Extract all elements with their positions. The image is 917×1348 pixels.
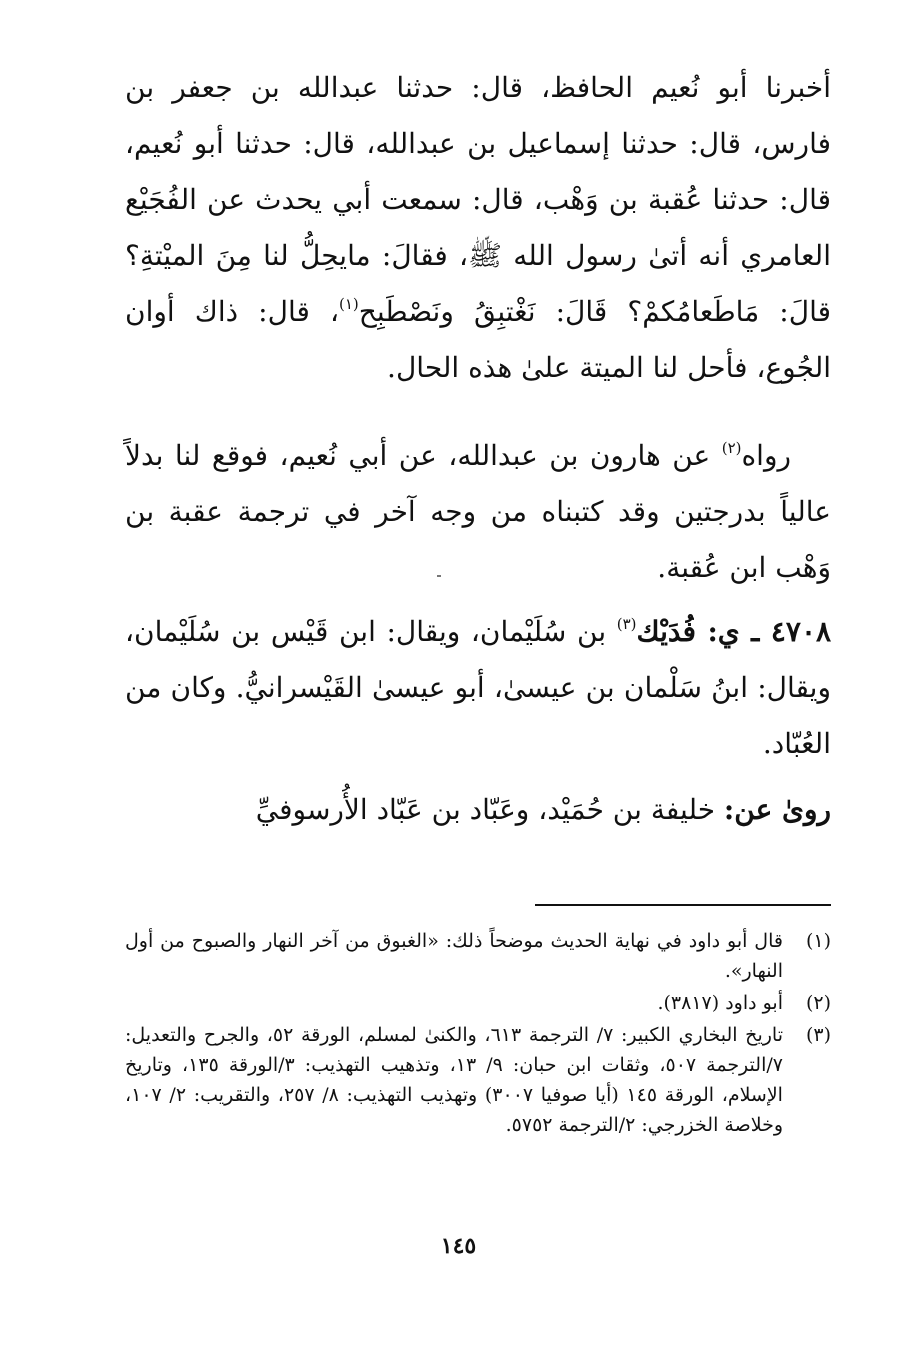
paragraph-rawah-start: رواه <box>741 439 791 472</box>
print-speck <box>437 575 441 577</box>
paragraph-hadith-end: ، قال: ذاك أوان الجُوع، فأحل لنا الميتة علىٰ هذه الحال. <box>125 295 831 384</box>
footnote-1 <box>125 926 831 986</box>
footnote-text: أبو داود (٣٨١٧). <box>657 992 783 1014</box>
paragraph-hadith <box>125 60 831 396</box>
paragraph-rawah <box>125 428 831 596</box>
footnotes <box>125 926 831 1142</box>
footnote-ref-1: (١) <box>339 295 359 313</box>
rawa-paragraph <box>125 782 831 838</box>
footnote-ref-2: (٢) <box>721 439 742 457</box>
page-number: ١٤٥ <box>440 1233 477 1259</box>
entry-paragraph <box>125 604 831 772</box>
footnote-separator <box>535 904 831 906</box>
footnote-text: قال أبو داود في نهاية الحديث موضحاً ذلك: «الغبوق من آخر النهار والصبوح من أول النهار». <box>125 930 783 982</box>
footnote-number: (٢) <box>805 992 831 1014</box>
footnote-number: (١) <box>805 930 831 952</box>
rawa-label: روىٰ عن: <box>723 793 831 826</box>
entry-number: ٤٧٠٨ ـ ي: <box>696 615 832 648</box>
paragraph-hadith-text: أخبرنا أبو نُعيم الحافظ، قال: حدثنا عبدالله بن جعفر بن فارس، قال: حدثنا إسماعيل بن عبدالله، قال: حدثنا أبو نُعيم، قال: حدثنا عُقبة بن وَهْب، قال: سمعت أبي يحدث عن الفُجَيْع العامري أنه أتىٰ رسول الله ﷺ، فقالَ: مايحِلُّ لنا مِنَ الميْتةِ؟ قالَ: مَاطَعامُكمْ؟ قَالَ: نَغْتبِقُ ونَصْطَبِح <box>125 71 832 328</box>
footnote-2 <box>125 988 831 1018</box>
entry-name: فُدَيْك <box>636 615 696 648</box>
main-text <box>125 60 831 838</box>
paragraph-rawah-end: عن هارون بن عبدالله، عن أبي نُعيم، فوقع لنا بدلاً عالياً بدرجتين وقد كتبناه من وجه آخر في ترجمة عقبة بن وَهْب ابن عُقبة. <box>125 439 831 584</box>
footnote-number: (٣) <box>805 1024 831 1046</box>
footnote-3 <box>125 1020 831 1140</box>
rawa-text: خليفة بن حُمَيْد، وعَبّاد بن عَبّاد الأُرسوفيِّ <box>255 793 724 826</box>
footnote-ref-3: (٣) <box>616 615 637 633</box>
entry-rest: بن سُلَيْمان، ويقال: ابن قَيْس بن سُلَيْمان، ويقال: ابنُ سَلْمان بن عيسىٰ، أبو عيسىٰ القَيْسرانيُّ. وكان من العُبّاد. <box>125 615 831 760</box>
footnote-text: تاريخ البخاري الكبير: ٧/ الترجمة ٦١٣، والكنىٰ لمسلم، الورقة ٥٢، والجرح والتعديل: ٧/الترجمة ٥٠٧، وثقات ابن حبان: ٩/ ١٣، وتذهيب التهذيب: ٣/الورقة ١٣٥، وتاريخ الإسلام، الورقة ١٤٥ (أيا صوفيا ٣٠٠٧) وتهذيب التهذيب: ٨/ ٢٥٧، والتقريب: ٢/ ١٠٧، وخلاصة الخزرجي: ٢/الترجمة ٥٧٥٢. <box>125 1024 783 1136</box>
